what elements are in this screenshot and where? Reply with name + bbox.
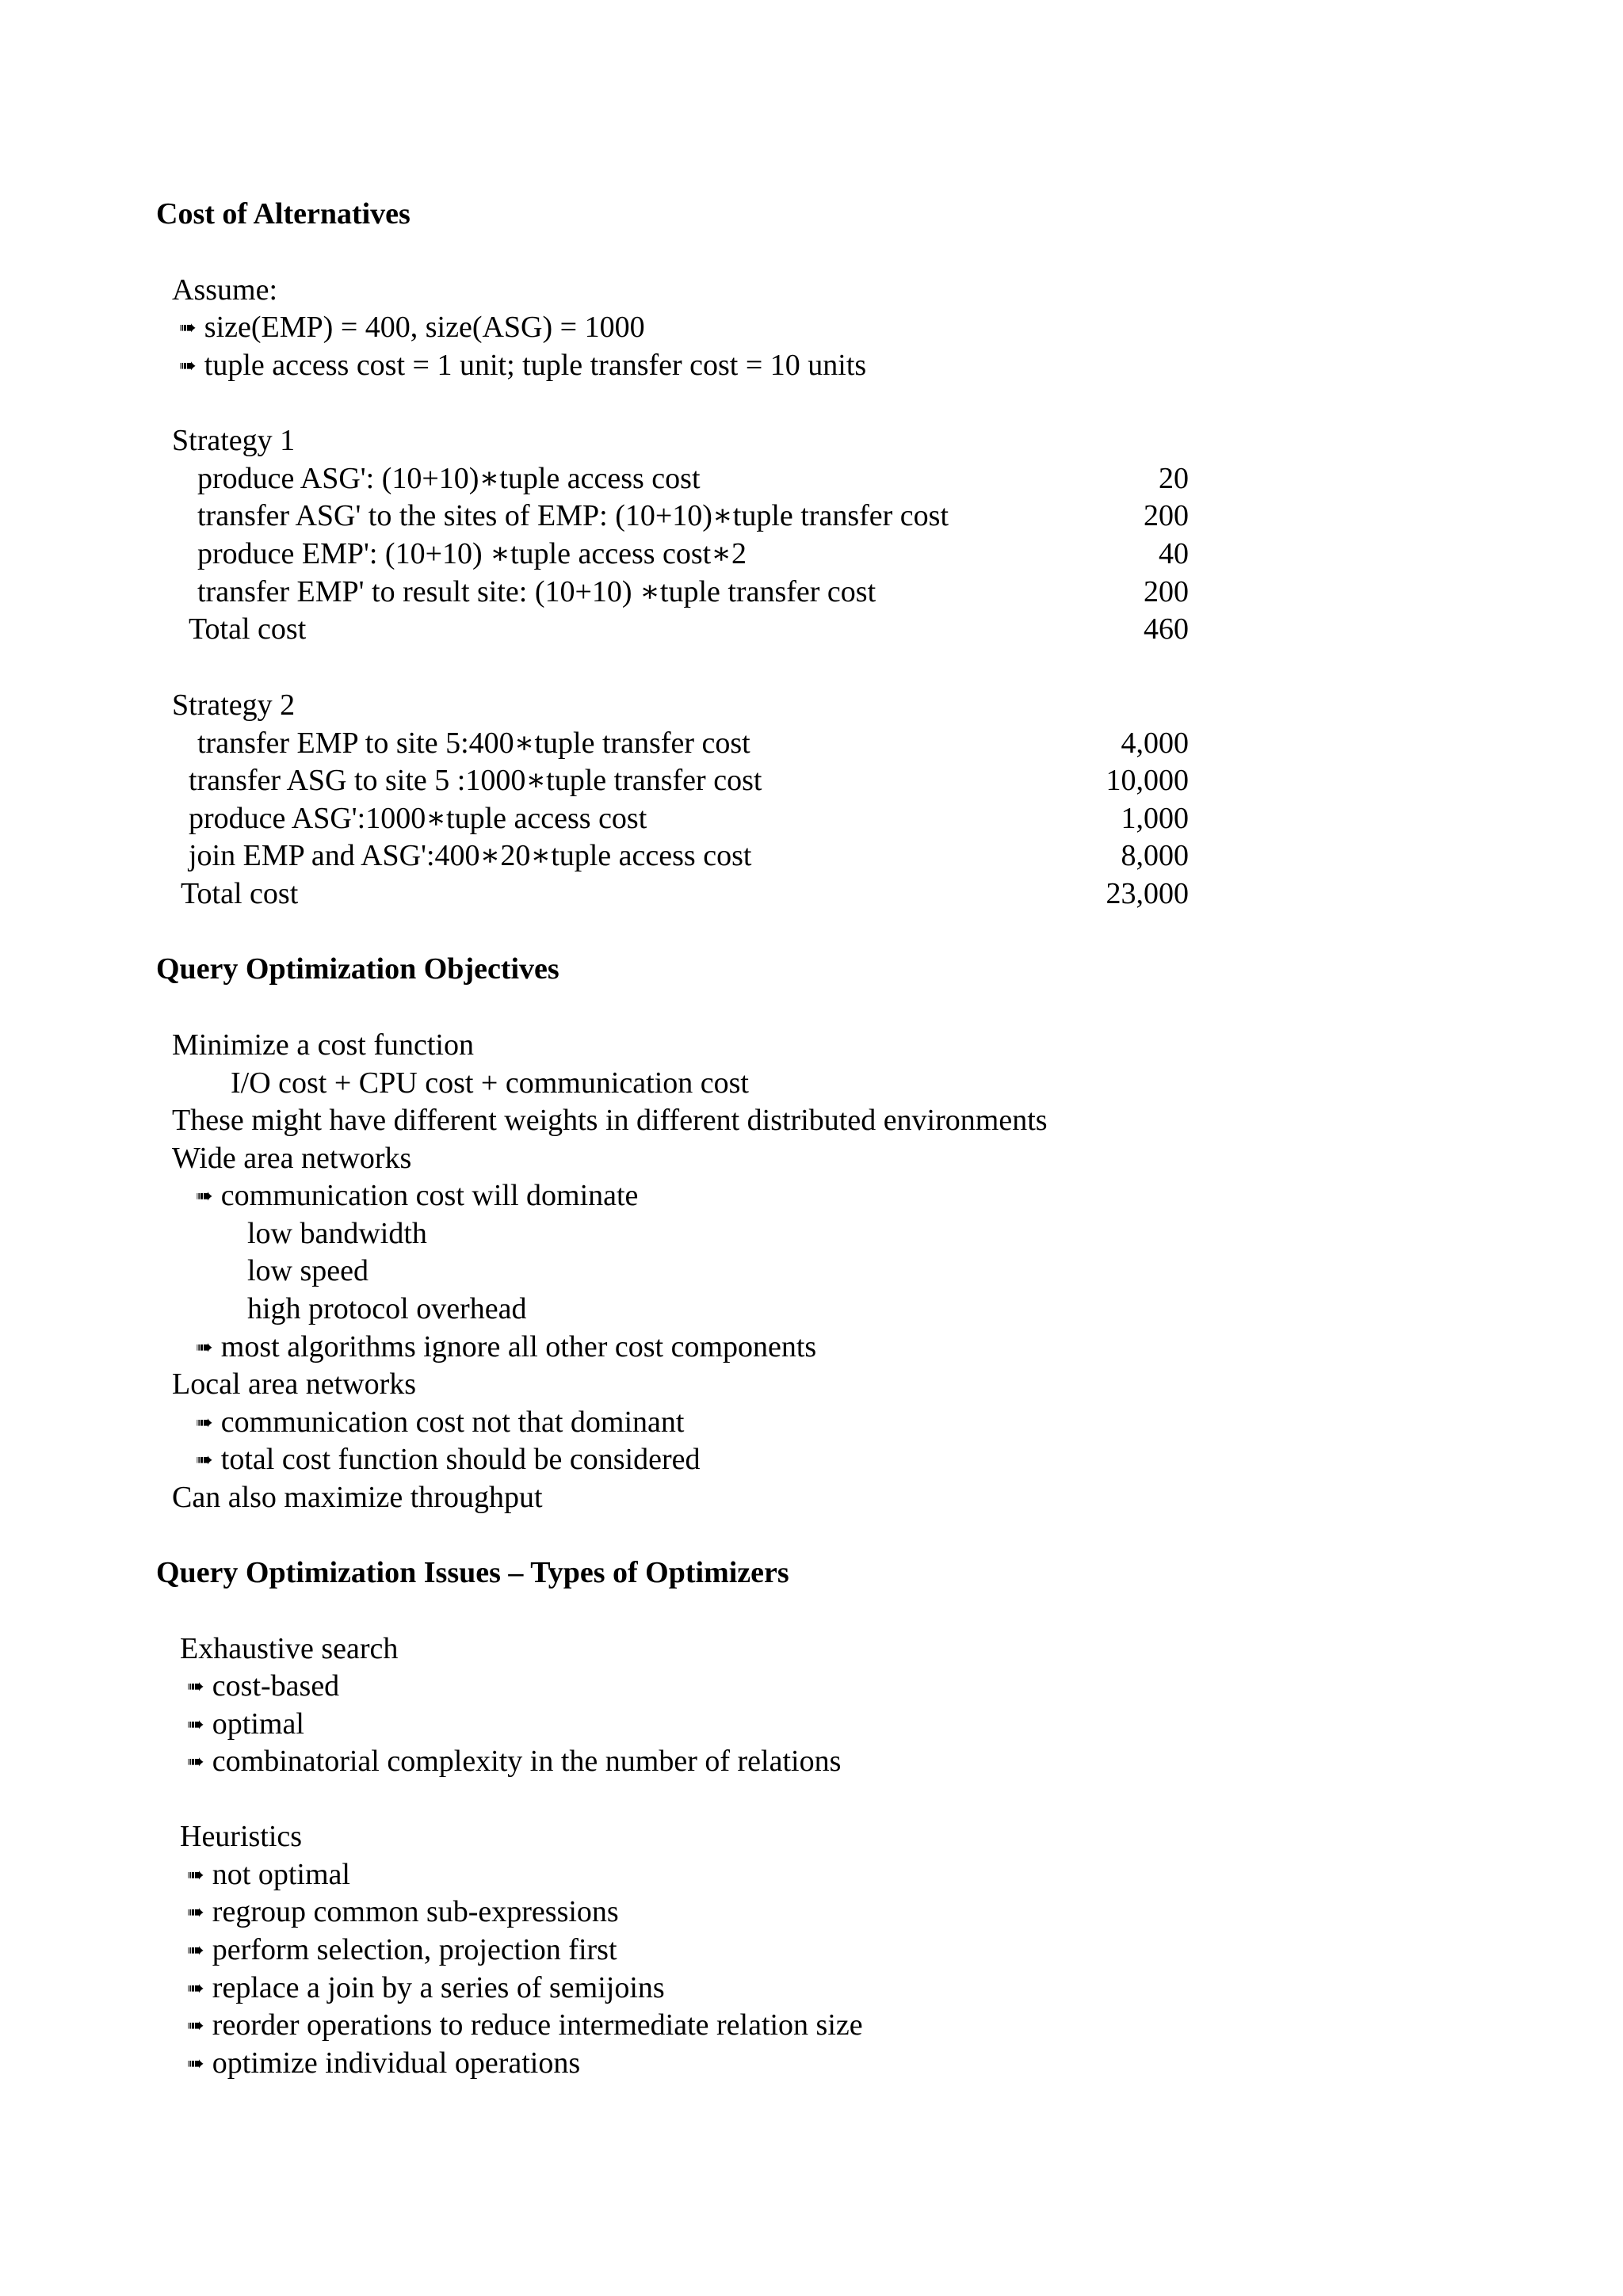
strategy-2-total-value: 23,000 (1106, 877, 1189, 910)
right-arrow-icon: ➠ (187, 1901, 204, 1924)
strategy-1-row-value: 20 (1159, 462, 1189, 495)
right-arrow-icon: ➠ (196, 1411, 213, 1435)
right-arrow-icon: ➠ (187, 1939, 204, 1962)
right-arrow-icon: ➠ (187, 1863, 204, 1887)
lan-label: Local area networks (172, 1367, 417, 1401)
list-item: ➠ combinatorial complexity in the number of relations (187, 1742, 841, 1781)
list-subitem: high protocol overhead (247, 1292, 527, 1325)
exhaustive-label: Exhaustive search (180, 1632, 399, 1665)
right-arrow-icon: ➠ (187, 1977, 204, 2000)
heuristics-label: Heuristics (180, 1820, 303, 1853)
strategy-2-label: Strategy 2 (172, 688, 296, 722)
assume-label: Assume: (172, 273, 277, 307)
list-item: ➠ size(EMP) = 400, size(ASG) = 1000 (179, 308, 645, 347)
section-title-issues: Query Optimization Issues – Types of Optimizers (156, 1556, 789, 1589)
list-item: ➠ optimal (187, 1705, 304, 1744)
right-arrow-icon: ➠ (179, 316, 197, 340)
right-arrow-icon: ➠ (187, 1750, 204, 1774)
wan-label: Wide area networks (172, 1142, 412, 1175)
list-item: ➠ optimize individual operations (187, 2044, 580, 2083)
list-item: ➠ communication cost not that dominant (196, 1403, 684, 1442)
strategy-1-row-value: 200 (1144, 575, 1189, 608)
strategy-2-row-text: produce ASG':1000∗tuple access cost (189, 802, 647, 835)
list-subitem: low speed (247, 1254, 369, 1287)
section-title-cost-alternatives: Cost of Alternatives (156, 197, 411, 231)
list-item: ➠ tuple access cost = 1 unit; tuple transfer cost = 10 units (179, 346, 866, 385)
strategy-1-row-text: transfer ASG' to the sites of EMP: (10+10)∗tuple transfer cost (197, 499, 949, 532)
strategy-2-row-value: 4,000 (1121, 727, 1189, 760)
strategy-1-total-value: 460 (1144, 612, 1189, 646)
strategy-2-row-text: transfer ASG to site 5 :1000∗tuple transfer cost (189, 764, 762, 797)
list-item: ➠ replace a join by a series of semijoins (187, 1969, 665, 2008)
right-arrow-icon: ➠ (179, 354, 197, 378)
list-subitem: low bandwidth (247, 1217, 427, 1250)
right-arrow-icon: ➠ (187, 2014, 204, 2038)
cost-formula: I/O cost + CPU cost + communication cost (231, 1066, 749, 1100)
strategy-1-row-text: transfer EMP' to result site: (10+10) ∗tuple transfer cost (197, 575, 876, 608)
strategy-2-row-value: 8,000 (1121, 839, 1189, 872)
objective-text: These might have different weights in different distributed environments (172, 1104, 1048, 1137)
list-item: ➠ cost-based (187, 1667, 339, 1706)
strategy-2-row-text: join EMP and ASG':400∗20∗tuple access cost (189, 839, 752, 872)
right-arrow-icon: ➠ (196, 1184, 213, 1208)
strategy-2-total-label: Total cost (181, 877, 299, 910)
list-item: ➠ total cost function should be considered (196, 1440, 701, 1479)
right-arrow-icon: ➠ (196, 1336, 213, 1360)
right-arrow-icon: ➠ (187, 1713, 204, 1737)
strategy-1-row-text: produce ASG': (10+10)∗tuple access cost (197, 462, 701, 495)
list-item: ➠ communication cost will dominate (196, 1177, 638, 1215)
strategy-1-row-value: 200 (1144, 499, 1189, 532)
objective-text: Can also maximize throughput (172, 1481, 543, 1514)
list-item: ➠ regroup common sub-expressions (187, 1893, 619, 1932)
right-arrow-icon: ➠ (187, 1675, 204, 1699)
section-title-objectives: Query Optimization Objectives (156, 952, 559, 986)
strategy-2-row-value: 1,000 (1121, 802, 1189, 835)
objective-text: Minimize a cost function (172, 1028, 474, 1062)
strategy-1-row-value: 40 (1159, 537, 1189, 570)
right-arrow-icon: ➠ (187, 2052, 204, 2076)
list-item: ➠ reorder operations to reduce intermediate relation size (187, 2006, 863, 2045)
strategy-1-row-text: produce EMP': (10+10) ∗tuple access cost∗2 (197, 537, 747, 570)
list-item: ➠ most algorithms ignore all other cost components (196, 1328, 816, 1367)
strategy-1-label: Strategy 1 (172, 424, 296, 457)
list-item: ➠ not optimal (187, 1855, 350, 1894)
strategy-1-total-label: Total cost (189, 612, 307, 646)
right-arrow-icon: ➠ (196, 1448, 213, 1472)
strategy-2-row-text: transfer EMP to site 5:400∗tuple transfer cost (197, 727, 750, 760)
list-item: ➠ perform selection, projection first (187, 1931, 617, 1970)
strategy-2-row-value: 10,000 (1106, 764, 1189, 797)
